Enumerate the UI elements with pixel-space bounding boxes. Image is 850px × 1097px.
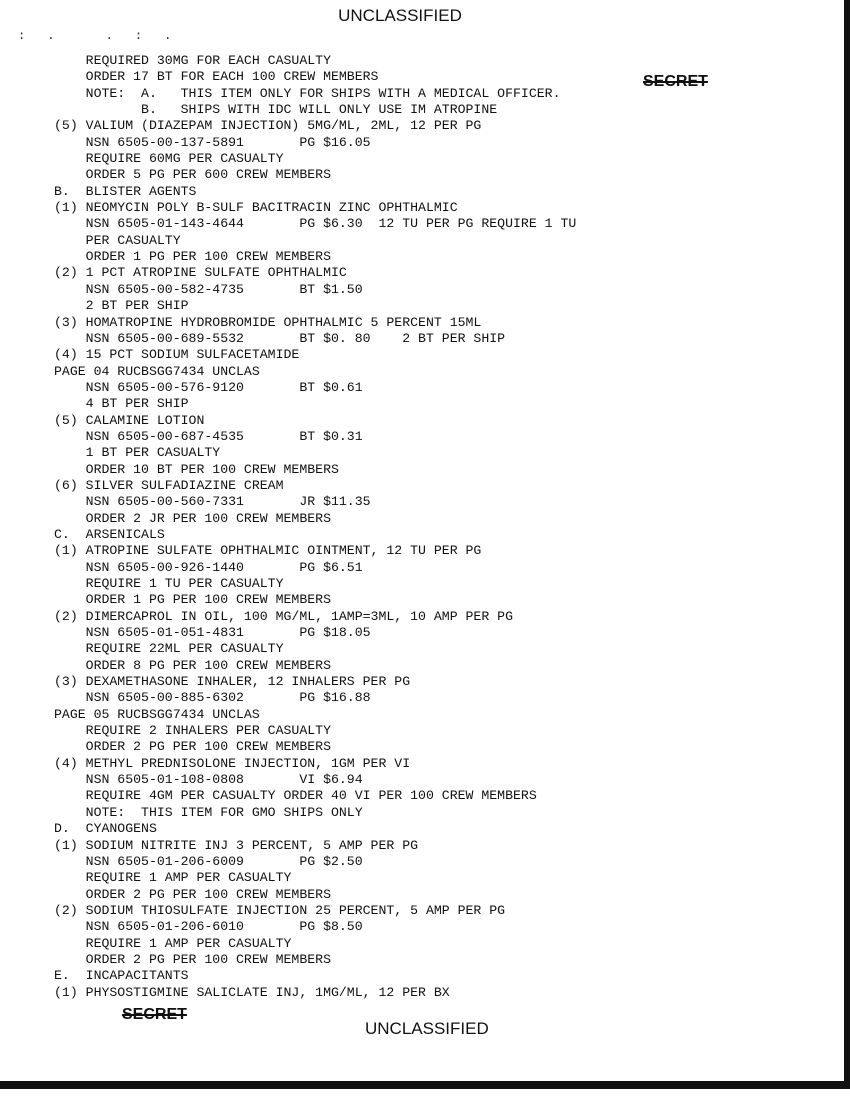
text-line: REQUIRE 4GM PER CASUALTY ORDER 40 VI PER 100 CREW MEMBERS xyxy=(54,788,537,804)
text-line: (3) DEXAMETHASONE INHALER, 12 INHALERS PER PG xyxy=(54,674,411,690)
text-line: B. BLISTER AGENTS xyxy=(54,183,197,199)
text-line: NSN 6505-01-108-0808 VI $6.94 xyxy=(54,772,363,788)
text-line: (1) ATROPINE SULFATE OPHTHALMIC OINTMENT, 12 TU PER PG xyxy=(54,543,482,559)
text-line: B. SHIPS WITH IDC WILL ONLY USE IM ATROPINE xyxy=(54,102,498,118)
text-line: ORDER 2 PG PER 100 CREW MEMBERS xyxy=(54,886,331,902)
text-line: NSN 6505-00-576-9120 BT $0.61 xyxy=(54,379,363,395)
text-line: REQUIRE 22ML PER CASUALTY xyxy=(54,641,284,657)
footer-classification: UNCLASSIFIED xyxy=(365,1019,489,1038)
text-line: NSN 6505-00-689-5532 BT $0. 80 2 BT PER SHIP xyxy=(54,330,506,346)
text-line: (5) CALAMINE LOTION xyxy=(54,412,205,428)
text-line: NSN 6505-00-582-4735 BT $1.50 xyxy=(54,281,363,297)
text-line: NSN 6505-00-560-7331 JR $11.35 xyxy=(54,494,371,510)
text-line: (1) PHYSOSTIGMINE SALICLATE INJ, 1MG/ML, 12 PER BX xyxy=(54,984,450,1000)
text-line: E. INCAPACITANTS xyxy=(54,968,189,984)
text-line: (6) SILVER SULFADIAZINE CREAM xyxy=(54,477,284,493)
text-line: NSN 6505-01-206-6009 PG $2.50 xyxy=(54,853,363,869)
text-line: (1) SODIUM NITRITE INJ 3 PERCENT, 5 AMP PER PG xyxy=(54,837,419,853)
text-line: NSN 6505-01-206-6010 PG $8.50 xyxy=(54,919,363,935)
text-line: NSN 6505-01-051-4831 PG $18.05 xyxy=(54,625,371,641)
text-line: (4) METHYL PREDNISOLONE INJECTION, 1GM PER VI xyxy=(54,755,411,771)
text-line: 1 BT PER CASUALTY xyxy=(54,445,221,461)
secret-stamp-bottom: SECRET xyxy=(122,1006,187,1023)
text-line: D. CYANOGENS xyxy=(54,821,157,837)
text-line: NSN 6505-00-137-5891 PG $16.05 xyxy=(54,134,371,150)
text-line: C. ARSENICALS xyxy=(54,526,165,542)
text-line: ORDER 10 BT PER 100 CREW MEMBERS xyxy=(54,461,339,477)
text-line: NSN 6505-01-143-4644 PG $6.30 12 TU PER PG REQUIRE 1 TU xyxy=(54,216,577,232)
right-page-border xyxy=(844,0,850,1085)
text-line: NSN 6505-00-926-1440 PG $6.51 xyxy=(54,559,363,575)
secret-stamp-top: SECRET xyxy=(643,73,708,90)
text-line: REQUIRE 1 TU PER CASUALTY xyxy=(54,576,284,591)
text-line: (4) 15 PCT SODIUM SULFACETAMIDE xyxy=(54,347,300,363)
text-line: ORDER 5 PG PER 600 CREW MEMBERS xyxy=(54,167,331,183)
text-line: 2 BT PER SHIP xyxy=(54,298,189,314)
text-line: PAGE 05 RUCBSGG7434 UNCLAS xyxy=(54,706,260,722)
text-line: ORDER 8 PG PER 100 CREW MEMBERS xyxy=(54,657,331,673)
scan-specks: :. .:. xyxy=(18,28,194,42)
text-line: (2) SODIUM THIOSULFATE INJECTION 25 PERCENT, 5 AMP PER PG xyxy=(54,902,506,918)
text-line: NOTE: THIS ITEM FOR GMO SHIPS ONLY xyxy=(54,804,363,820)
text-line: NSN 6505-00-885-6302 PG $16.88 xyxy=(54,690,371,706)
text-line: ORDER 17 BT FOR EACH 100 CREW MEMBERS xyxy=(54,69,379,85)
text-line: 4 BT PER SHIP xyxy=(54,396,189,412)
text-line: ORDER 2 PG PER 100 CREW MEMBERS xyxy=(54,739,331,755)
text-line: NSN 6505-00-687-4535 BT $0.31 xyxy=(54,428,363,444)
text-line: REQUIRE 1 AMP PER CASUALTY xyxy=(54,870,292,886)
text-line: (2) DIMERCAPROL IN OIL, 100 MG/ML, 1AMP=3ML, 10 AMP PER PG xyxy=(54,608,513,624)
text-line: ORDER 1 PG PER 100 CREW MEMBERS xyxy=(54,249,331,265)
text-line: REQUIRE 2 INHALERS PER CASUALTY xyxy=(54,723,331,739)
text-line: PER CASUALTY xyxy=(54,232,181,248)
document-body xyxy=(54,53,794,1001)
text-line: REQUIRE 60MG PER CASUALTY xyxy=(54,151,284,167)
text-line: (1) NEOMYCIN POLY B-SULF BACITRACIN ZINC OPHTHALMIC xyxy=(54,200,458,216)
text-line: ORDER 2 JR PER 100 CREW MEMBERS xyxy=(54,510,331,526)
text-line: REQUIRED 30MG FOR EACH CASUALTY xyxy=(54,53,331,68)
text-line: (2) 1 PCT ATROPINE SULFATE OPHTHALMIC xyxy=(54,265,347,281)
text-line: ORDER 1 PG PER 100 CREW MEMBERS xyxy=(54,592,331,608)
header-classification: UNCLASSIFIED xyxy=(338,6,462,25)
text-line: NOTE: A. THIS ITEM ONLY FOR SHIPS WITH A MEDICAL OFFICER. xyxy=(54,85,561,101)
text-line: (5) VALIUM (DIAZEPAM INJECTION) 5MG/ML, 2ML, 12 PER PG xyxy=(54,118,482,134)
text-line: REQUIRE 1 AMP PER CASUALTY xyxy=(54,935,292,951)
text-line: (3) HOMATROPINE HYDROBROMIDE OPHTHALMIC 5 PERCENT 15ML xyxy=(54,314,482,330)
text-line: PAGE 04 RUCBSGG7434 UNCLAS xyxy=(54,363,260,379)
text-line: ORDER 2 PG PER 100 CREW MEMBERS xyxy=(54,951,331,967)
bottom-page-border xyxy=(0,1081,850,1089)
